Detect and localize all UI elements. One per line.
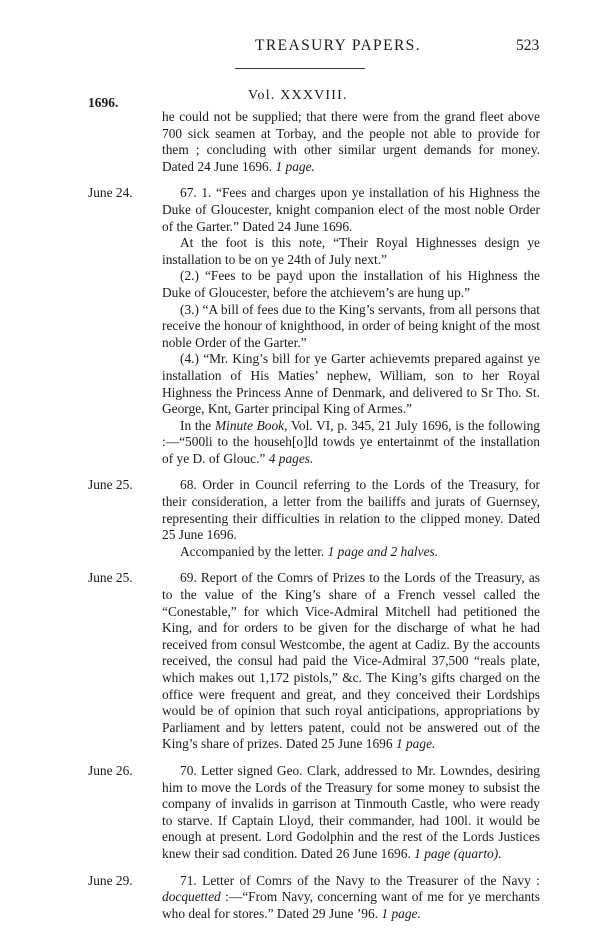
volume-heading: Vol. XXXVIII. [248, 88, 348, 103]
entry-paragraph: 67. 1. “Fees and charges upon ye installation of his Highness the Duke of Gloucester, knight companion elect of the most noble Order of the Garter.” Dated 24 June 1696. [162, 185, 540, 234]
page-count: 4 pages. [268, 450, 314, 466]
docquetted-text: :—“From Navy, concerning want of me for ye merchants who deal for stores.” Dated 29 June ’96. [162, 889, 540, 921]
entry-paragraph [162, 763, 540, 863]
running-title: TREASURY PAPERS. [255, 37, 421, 54]
entry-date: June 26. [88, 762, 133, 778]
page-count: 1 page (quarto). [414, 845, 502, 861]
entry-text: 70. Letter signed Geo. Clark, addressed to Mr. Lowndes, desiring him to move the Lords of the Treasury for some money to subsist the company of invalids in garrison at Tinmouth Castle, who were ready to starve. If Captain Lloyd, their commander, had 100l. it would be enough at present. Lord Godolphin and the rest of the Lords Justices knew their sad condition. Dated 26 June 1696. [162, 762, 540, 861]
entry-paragraph [162, 570, 540, 753]
minute-prefix: In the [180, 417, 215, 433]
entry-70 [88, 762, 540, 863]
continuation-paragraph [162, 109, 540, 175]
entry-paragraph [162, 873, 540, 923]
page-count: 1 page. [381, 905, 421, 921]
entry-67 [88, 185, 540, 467]
docquetted-label: docquetted [162, 889, 221, 905]
entry-paragraph: (4.) “Mr. King’s bill for ye Garter achievemts prepared against ye installation of His Maties’ nephew, William, son to her Royal Highness the Princess Anne of Denmark, and delivered to Sr Tho. St. George, Knt, Garter principal King of Armes.” [162, 351, 540, 417]
entry-date: June 29. [88, 872, 133, 888]
accompanied-text: Accompanied by the letter. [180, 543, 325, 559]
page-count: 1 page. [275, 158, 315, 174]
entry-paragraph: At the foot is this note, “Their Royal Highnesses design ye installation to be on ye 24th of July next.” [162, 235, 540, 267]
year-marginal: 1696. [88, 95, 119, 110]
entry-date: June 24. [88, 185, 133, 201]
entry-68 [88, 477, 540, 560]
page-header [0, 38, 606, 60]
minute-book-title: Minute Book [214, 417, 285, 433]
entry-paragraph: 68. Order in Council referring to the Lords of the Treasury, for their consideration, a letter from the bailiffs and jurats of Guernsey, representing their difficulties in relation to the clipped money. Dated 25 June 1696. [162, 477, 540, 543]
entry-paragraph: (2.) “Fees to be payd upon the installation of his Highness the Duke of Gloucester, before the atchievem’s are hung up.” [162, 268, 540, 300]
entry-date: June 25. [88, 570, 133, 586]
minute-book-paragraph [162, 418, 540, 468]
page-count: 1 page and 2 halves. [327, 543, 439, 559]
entry-text: 71. Letter of Comrs of the Navy to the Treasurer of the Navy : [180, 872, 540, 888]
minute-rest: , Vol. VI, p. 345, 21 July 1696, is the following :—“500li to the househ[o]ld towds ye entertainmt of the installation of ye D. of Glouc.” [162, 417, 540, 466]
entry-paragraph: (3.) “A bill of fees due to the King’s servants, from all persons that receive the honour of knighthood, in order of being knight of the most noble Order of the Garter.” [162, 301, 540, 350]
entry-71 [88, 872, 540, 923]
continuation-text: he could not be supplied; that there were from the grand fleet above 700 sick seamen at Torbay, and the people not able to provide for them ; concluding with other similar urgent demands for money. Dated 24 June 1696. [162, 109, 540, 174]
page-count: 1 page. [395, 736, 436, 752]
entry-69 [88, 570, 540, 753]
header-rule [235, 68, 365, 69]
entry-paragraph [162, 544, 540, 561]
body-text [88, 109, 540, 932]
entry-date: June 25. [88, 477, 133, 493]
entry-text: 69. Report of the Comrs of Prizes to the Lords of the Treasury, as to the value of the King’s share of a French vessel called the “Conestable,” for which Vice-Admiral Mitchell had petitioned the King, and for orders to be given for the discharge of what he had received from consul Westcombe, the agent at Cadiz. By the accounts received, the consul had paid the Vice-Admiral 37,500 “reals plate, which makes out 1,172 pistols,” &c. The King’s gifts charged on the office were frequent and great, and they conceived their Lordships would be of opinion that such royal anticipations, appropriations by Parliament and by letters patent, could not be answered out of the King’s share of prizes. Dated 25 June 1696 [162, 570, 540, 752]
page-number: 523 [516, 37, 540, 54]
